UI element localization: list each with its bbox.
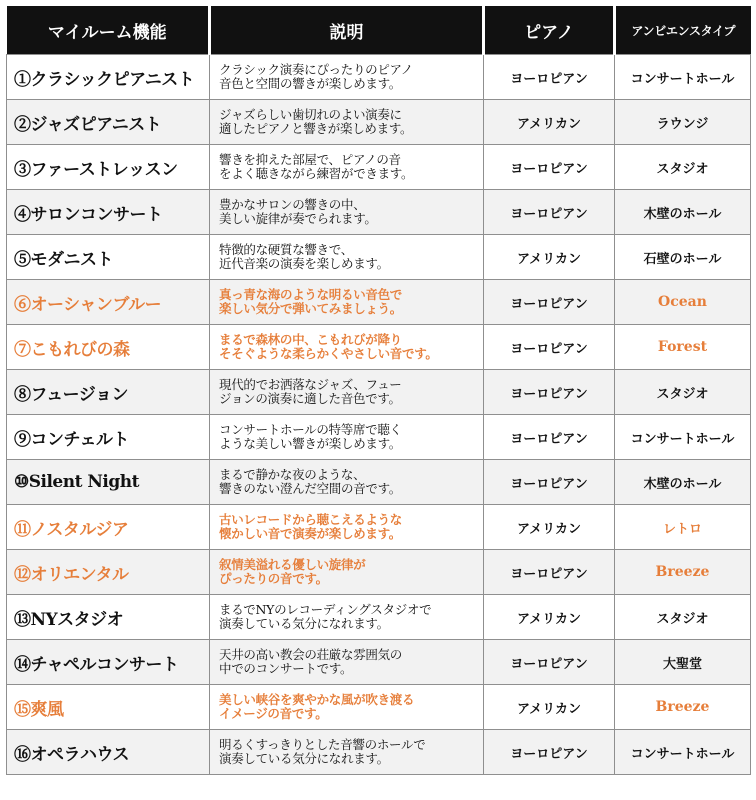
row-ambience: レトロ [615, 505, 751, 550]
header-row [7, 6, 751, 55]
row-piano: アメリカン [484, 235, 615, 280]
row-description-line-1: まるで静かな夜のような、 [219, 467, 366, 482]
table-row [7, 370, 751, 415]
row-description [210, 325, 484, 370]
row-name: ⑬NYスタジオ [7, 595, 210, 640]
table-row [7, 145, 751, 190]
row-description [210, 190, 484, 235]
table-row [7, 595, 751, 640]
row-description [210, 370, 484, 415]
row-description [210, 55, 484, 100]
row-name: ⑧フュージョン [7, 370, 210, 415]
table-row [7, 730, 751, 775]
row-piano: ヨーロピアン [484, 55, 615, 100]
row-name: ⑭チャペルコンサート [7, 640, 210, 685]
row-description-line-2: 適したピアノと響きが楽しめます。 [219, 121, 413, 136]
row-piano: ヨーロピアン [484, 415, 615, 460]
row-description-line-2: 美しい旋律が奏でられます。 [219, 211, 377, 226]
row-description-line-2: イメージの音です。 [219, 706, 328, 721]
row-description-line-1: まるで森林の中、こもれびが降り [219, 332, 402, 347]
row-ambience: Ocean [615, 280, 751, 325]
row-description [210, 415, 484, 460]
table-row [7, 280, 751, 325]
table-row [7, 415, 751, 460]
row-name: ⑪ノスタルジア [7, 505, 210, 550]
row-ambience: Breeze [615, 550, 751, 595]
row-name: ③ファーストレッスン [7, 145, 210, 190]
table-row [7, 235, 751, 280]
row-ambience: 大聖堂 [615, 640, 751, 685]
row-description-line-2: 楽しい気分で弾いてみましょう。 [219, 301, 403, 316]
row-ambience: コンサートホール [615, 730, 751, 775]
row-piano: ヨーロピアン [484, 325, 615, 370]
row-piano: ヨーロピアン [484, 640, 615, 685]
row-name: ①クラシックピアニスト [7, 55, 210, 100]
row-name: ⑩Silent Night [7, 460, 210, 505]
row-description-line-2: 演奏している気分になれます。 [219, 616, 389, 631]
row-description-line-1: 明るくすっきりとした音響のホールで [219, 737, 426, 752]
row-piano: アメリカン [484, 100, 615, 145]
row-description-line-1: 豊かなサロンの響きの中、 [219, 197, 366, 212]
row-description [210, 505, 484, 550]
row-ambience: Forest [615, 325, 751, 370]
row-description [210, 595, 484, 640]
row-description-line-1: 現代的でお洒落なジャズ、フュー [219, 377, 402, 392]
row-description-line-1: まるでNYのレコーディングスタジオで [219, 602, 432, 617]
row-ambience: コンサートホール [615, 55, 751, 100]
row-name: ⑮爽風 [7, 685, 210, 730]
row-description [210, 235, 484, 280]
row-description [210, 145, 484, 190]
row-piano: ヨーロピアン [484, 730, 615, 775]
row-piano: アメリカン [484, 685, 615, 730]
row-name: ⑤モダニスト [7, 235, 210, 280]
row-piano: ヨーロピアン [484, 190, 615, 235]
row-description-line-1: クラシック演奏にぴったりのピアノ [219, 62, 413, 77]
row-piano: ヨーロピアン [484, 550, 615, 595]
row-description-line-1: ジャズらしい歯切れのよい演奏に [219, 107, 402, 122]
row-piano: アメリカン [484, 505, 615, 550]
row-description-line-1: 天井の高い教会の荘厳な雰囲気の [219, 647, 403, 662]
row-description-line-1: 古いレコードから聴こえるような [219, 512, 403, 527]
table-row [7, 640, 751, 685]
row-name: ⑨コンチェルト [7, 415, 210, 460]
row-piano: ヨーロピアン [484, 370, 615, 415]
header-description: 説明 [210, 6, 484, 55]
row-description [210, 280, 484, 325]
myroom-features-table [6, 6, 751, 775]
row-description [210, 640, 484, 685]
table-row [7, 325, 751, 370]
row-description [210, 685, 484, 730]
row-ambience: コンサートホール [615, 415, 751, 460]
row-description [210, 460, 484, 505]
row-description-line-2: ぴったりの音です。 [219, 571, 328, 586]
row-piano: ヨーロピアン [484, 145, 615, 190]
table-row [7, 190, 751, 235]
row-ambience: 木壁のホール [615, 190, 751, 235]
row-description-line-2: 懐かしい音で演奏が楽しめます。 [219, 526, 402, 541]
row-ambience: スタジオ [615, 370, 751, 415]
row-name: ④サロンコンサート [7, 190, 210, 235]
row-description-line-2: 演奏している気分になれます。 [219, 751, 389, 766]
table-row [7, 685, 751, 730]
row-description [210, 730, 484, 775]
table-row [7, 460, 751, 505]
row-piano: アメリカン [484, 595, 615, 640]
table-body [7, 55, 751, 775]
row-description-line-1: 叙情美溢れる優しい旋律が [219, 557, 366, 572]
row-name: ⑫オリエンタル [7, 550, 210, 595]
row-piano: ヨーロピアン [484, 460, 615, 505]
table-row [7, 55, 751, 100]
table-row [7, 505, 751, 550]
row-description-line-2: そそぐような柔らかくやさしい音です。 [219, 346, 438, 361]
row-description-line-1: コンサートホールの特等席で聴く [219, 422, 402, 437]
row-ambience: Breeze [615, 685, 751, 730]
row-description-line-2: ジョンの演奏に適した音色です。 [219, 391, 401, 406]
table-row [7, 100, 751, 145]
row-description-line-2: ような美しい響きが楽しめます。 [219, 436, 402, 451]
row-description-line-2: 近代音楽の演奏を楽しめます。 [219, 256, 389, 271]
row-description-line-2: 音色と空間の響きが楽しめます。 [219, 76, 402, 91]
row-ambience: 木壁のホール [615, 460, 751, 505]
row-ambience: スタジオ [615, 145, 751, 190]
row-description [210, 550, 484, 595]
row-description-line-1: 美しい峡谷を爽やかな風が吹き渡る [219, 692, 415, 707]
row-ambience: ラウンジ [615, 100, 751, 145]
row-piano: ヨーロピアン [484, 280, 615, 325]
row-name: ⑥オーシャンブルー [7, 280, 210, 325]
row-description-line-1: 特徴的な硬質な響きで、 [219, 242, 353, 257]
header-name: マイルーム機能 [7, 6, 210, 55]
header-ambience: アンビエンスタイプ [615, 6, 751, 55]
row-ambience: スタジオ [615, 595, 751, 640]
row-description-line-2: 中でのコンサートです。 [219, 661, 353, 676]
row-description-line-2: 響きのない澄んだ空間の音です。 [219, 481, 402, 496]
header-piano: ピアノ [484, 6, 615, 55]
row-description-line-2: をよく聴きながら練習ができます。 [219, 166, 414, 181]
row-name: ⑦こもれびの森 [7, 325, 210, 370]
row-description-line-1: 真っ青な海のような明るい音色で [219, 287, 403, 302]
row-description [210, 100, 484, 145]
row-ambience: 石壁のホール [615, 235, 751, 280]
row-description-line-1: 響きを抑えた部屋で、ピアノの音 [219, 152, 401, 167]
row-name: ⑯オペラハウス [7, 730, 210, 775]
table-row [7, 550, 751, 595]
row-name: ②ジャズピアニスト [7, 100, 210, 145]
